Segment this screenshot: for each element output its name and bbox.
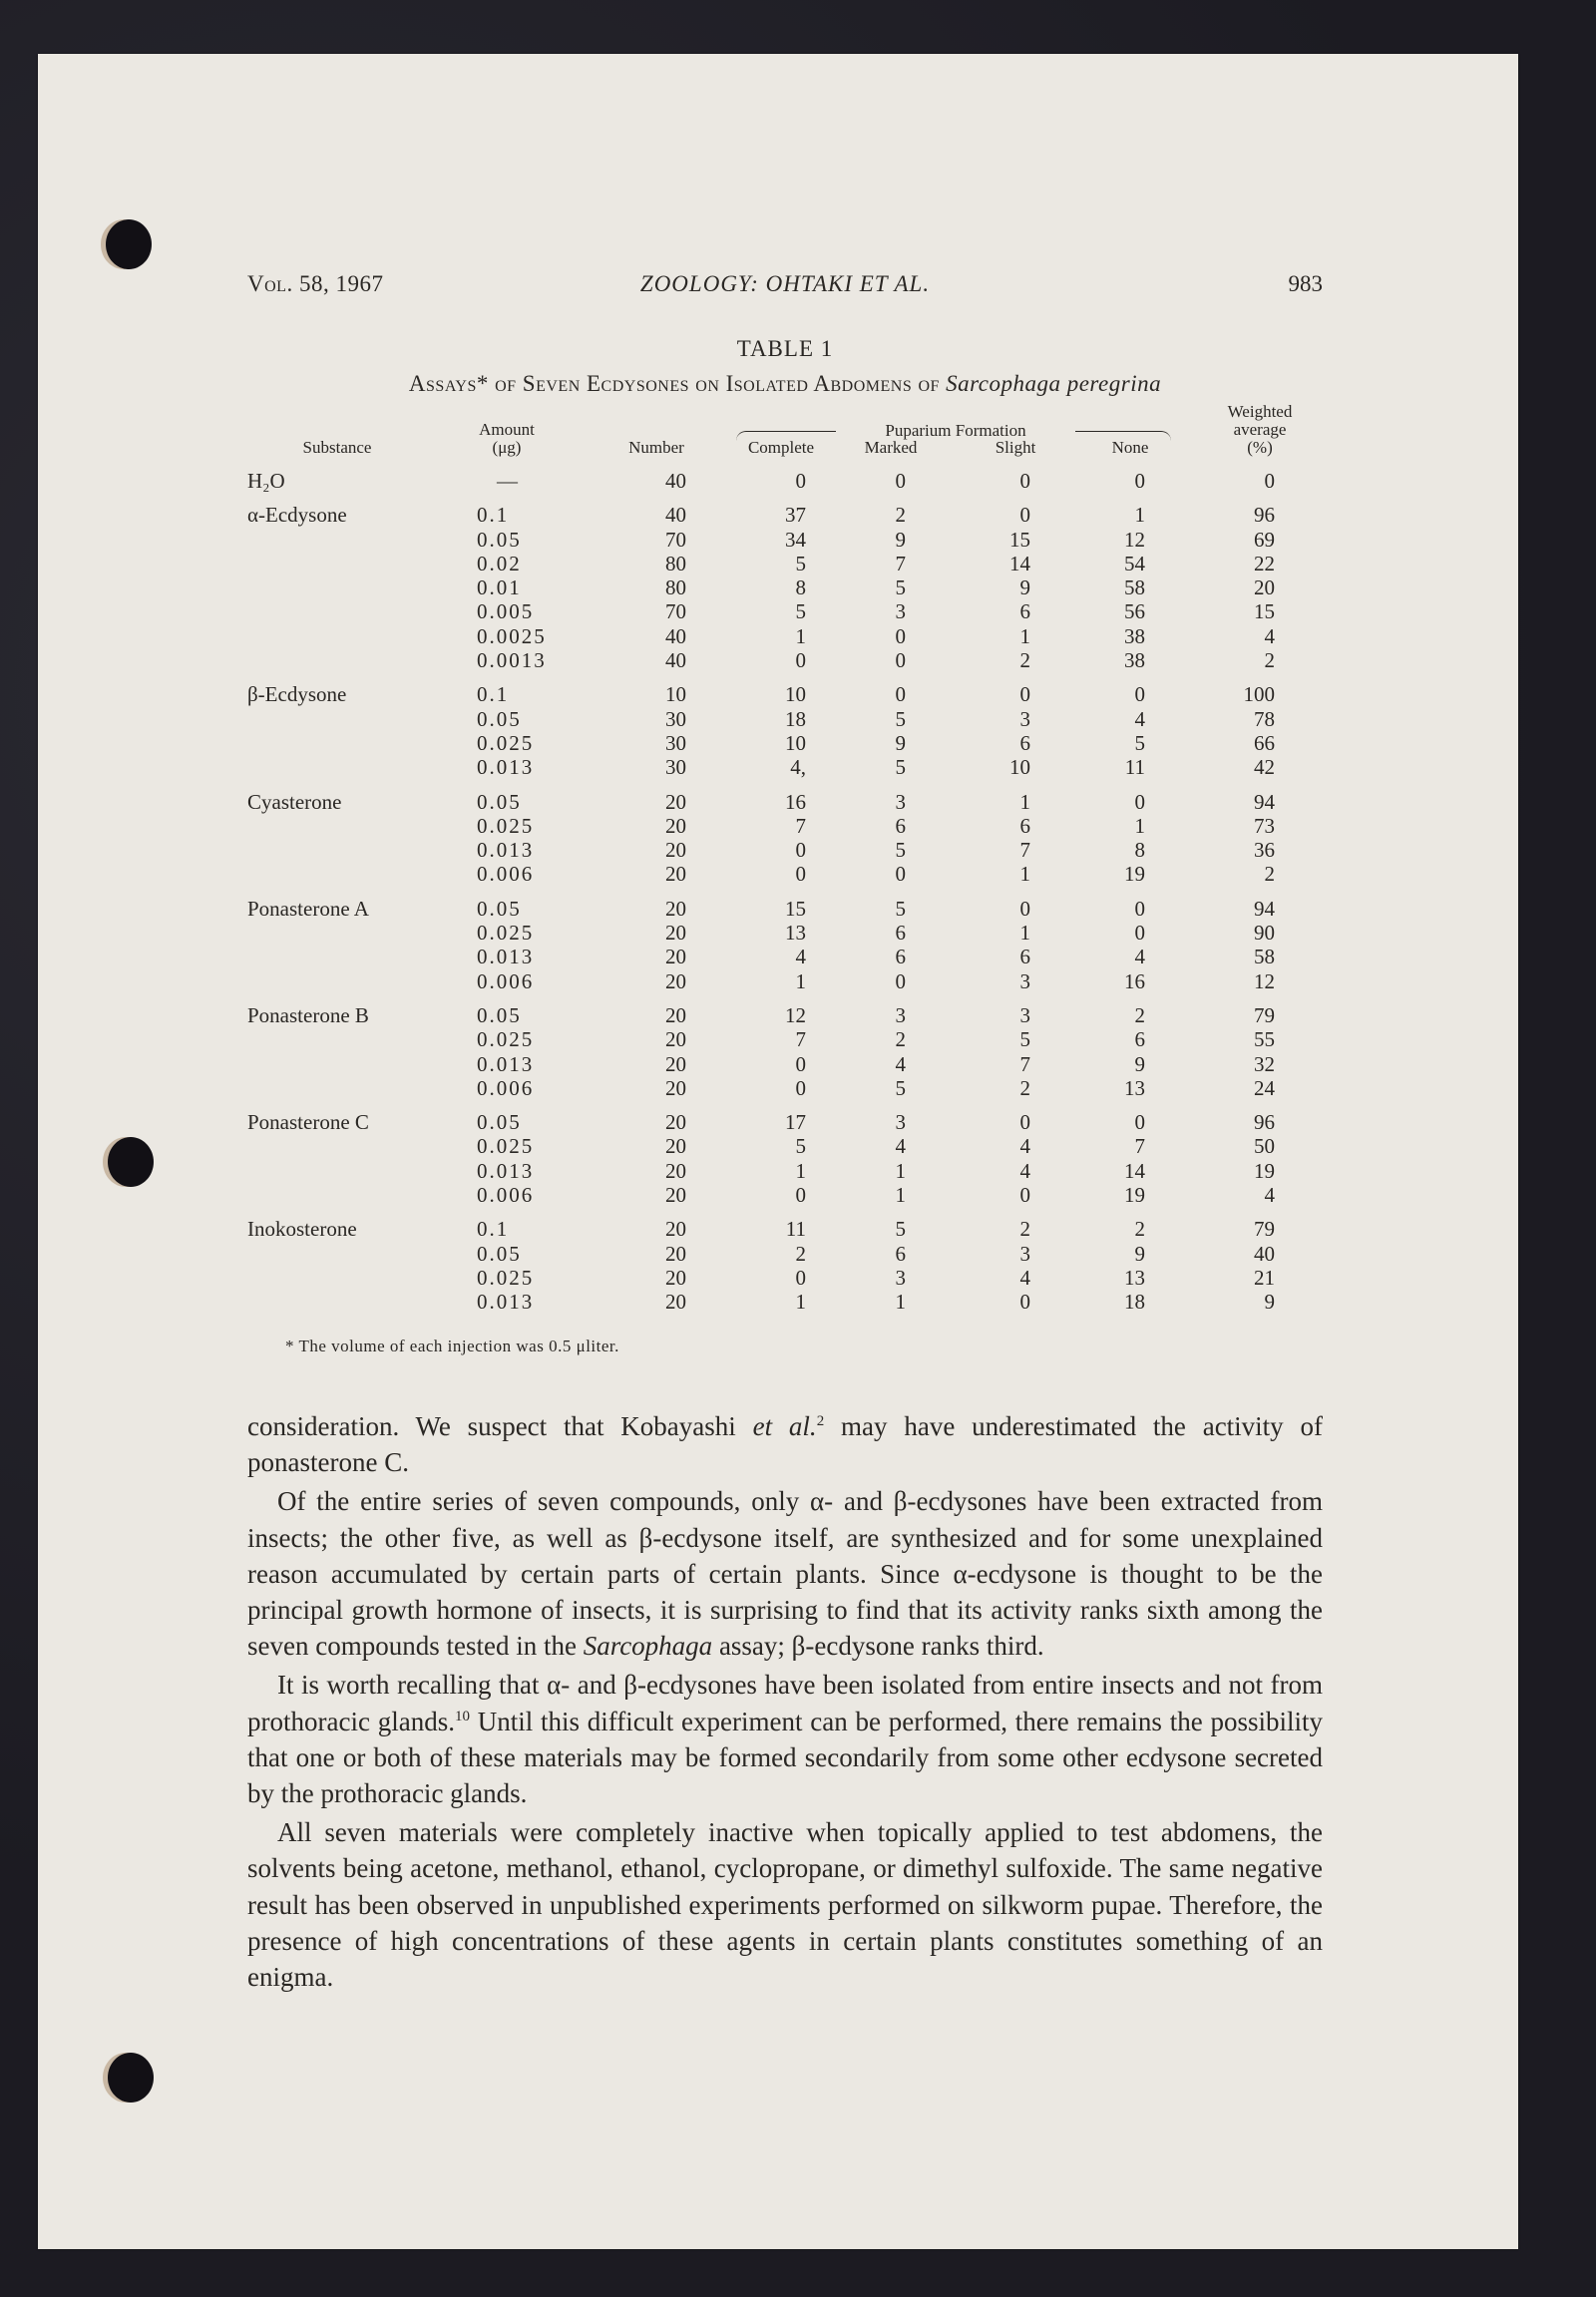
complete-cell: 2 (795, 1241, 806, 1266)
slight-cell: 1 (1019, 921, 1030, 946)
col-complete: Complete (747, 438, 815, 457)
reference-marker: 2 (816, 1413, 825, 1429)
amount-cell: 0.025 (477, 813, 535, 838)
amount-cell: — (497, 469, 518, 493)
table-row (247, 1183, 1323, 1207)
marked-cell: 1 (895, 1158, 906, 1183)
none-cell: 0 (1134, 921, 1145, 946)
table-row (247, 814, 1323, 838)
complete-cell: 1 (795, 623, 806, 648)
amount-cell: 0.006 (477, 1183, 535, 1208)
table-row (247, 945, 1323, 968)
number-cell: 40 (665, 648, 686, 673)
weighted-average-cell: 79 (1254, 1002, 1275, 1027)
amount-cell: 0.05 (477, 789, 522, 814)
slight-cell: 15 (1009, 527, 1030, 552)
amount-cell: 0.013 (477, 755, 535, 780)
weighted-average-cell: 32 (1254, 1051, 1275, 1076)
marked-cell: 3 (895, 1002, 906, 1027)
slight-cell: 3 (1019, 1241, 1030, 1266)
amount-cell: 0.05 (477, 527, 522, 552)
none-cell: 13 (1124, 1265, 1145, 1290)
complete-cell: 0 (795, 469, 806, 493)
number-cell: 10 (665, 682, 686, 707)
none-cell: 9 (1134, 1051, 1145, 1076)
amount-cell: 0.005 (477, 599, 535, 624)
table-row (247, 1052, 1323, 1076)
slight-cell: 7 (1019, 838, 1030, 863)
table-row (247, 731, 1323, 755)
table-row (247, 921, 1323, 945)
table-caption-species: Sarcophaga peregrina (946, 371, 1162, 396)
amount-cell: 0.0013 (477, 648, 547, 673)
complete-cell: 13 (785, 921, 806, 946)
weighted-average-cell: 22 (1254, 551, 1275, 575)
marked-cell: 0 (895, 623, 906, 648)
marked-cell: 5 (895, 755, 906, 780)
marked-cell: 5 (895, 1075, 906, 1100)
weighted-average-cell: 79 (1254, 1217, 1275, 1242)
slight-cell: 0 (1019, 469, 1030, 493)
table-caption-text: Assays* of Seven Ecdysones on Isolated Abdomens of (408, 371, 947, 396)
complete-cell: 10 (785, 730, 806, 755)
table-row (247, 503, 1323, 527)
weighted-average-cell: 50 (1254, 1134, 1275, 1159)
none-cell: 58 (1124, 575, 1145, 600)
slight-cell: 0 (1019, 682, 1030, 707)
marked-cell: 1 (895, 1290, 906, 1315)
number-cell: 20 (665, 1110, 686, 1135)
amount-cell: 0.006 (477, 1075, 535, 1100)
complete-cell: 7 (795, 813, 806, 838)
complete-cell: 0 (795, 1075, 806, 1100)
weighted-average-cell: 0 (1264, 469, 1275, 493)
number-cell: 20 (665, 945, 686, 969)
complete-cell: 0 (795, 1265, 806, 1290)
slight-cell: 3 (1019, 1002, 1030, 1027)
table-row (247, 599, 1323, 623)
amount-cell: 0.025 (477, 921, 535, 946)
complete-cell: 10 (785, 682, 806, 707)
slight-cell: 2 (1019, 1075, 1030, 1100)
table-row (247, 1110, 1323, 1134)
paragraph: All seven materials were completely inactive when topically applied to test abdomens, the solvents being acetone, methanol, ethanol, cyclopropane, or dimethyl sulfoxide. The same negative result has been observed in unpublished experiments performed on silkworm pupae. Therefore, the presence of high concentrations of these agents in certain plants constitutes something of an enigma. (247, 1817, 1323, 1993)
marked-cell: 0 (895, 469, 906, 493)
marked-cell: 0 (895, 648, 906, 673)
amount-cell: 0.006 (477, 968, 535, 993)
table-footnote: * The volume of each injection was 0.5 μliter. (285, 1337, 619, 1355)
substance-cell: α-Ecdysone (247, 503, 347, 528)
slight-cell: 4 (1019, 1158, 1030, 1183)
none-cell: 2 (1134, 1002, 1145, 1027)
number-cell: 20 (665, 1075, 686, 1100)
amount-cell: 0.1 (477, 682, 510, 707)
number-cell: 70 (665, 527, 686, 552)
table-row (247, 1290, 1323, 1314)
substance-cell: Inokosterone (247, 1217, 357, 1242)
marked-cell: 7 (895, 551, 906, 575)
slight-cell: 4 (1019, 1134, 1030, 1159)
col-group-puparium: Puparium Formation (836, 421, 1075, 441)
none-cell: 5 (1134, 730, 1145, 755)
number-cell: 40 (665, 469, 686, 493)
amount-cell: 0.013 (477, 838, 535, 863)
table-row (247, 552, 1323, 575)
none-cell: 9 (1134, 1241, 1145, 1266)
complete-cell: 1 (795, 1290, 806, 1315)
number-cell: 20 (665, 1265, 686, 1290)
table-row (247, 1159, 1323, 1183)
slight-cell: 14 (1009, 551, 1030, 575)
number-cell: 20 (665, 1134, 686, 1159)
amount-cell: 0.05 (477, 706, 522, 731)
number-cell: 30 (665, 730, 686, 755)
marked-cell: 5 (895, 706, 906, 731)
substance-cell: Ponasterone C (247, 1110, 369, 1135)
weighted-average-cell: 2 (1264, 862, 1275, 887)
slight-cell: 10 (1009, 755, 1030, 780)
weighted-average-cell: 19 (1254, 1158, 1275, 1183)
scanned-page (38, 54, 1518, 2249)
complete-cell: 12 (785, 1002, 806, 1027)
slight-cell: 3 (1019, 968, 1030, 993)
table-row (247, 528, 1323, 552)
weighted-average-cell: 78 (1254, 706, 1275, 731)
table-row (247, 1027, 1323, 1051)
complete-cell: 4, (790, 755, 806, 780)
table-row (247, 1217, 1323, 1241)
complete-cell: 1 (795, 968, 806, 993)
col-substance: Substance (302, 438, 372, 457)
amount-cell: 0.025 (477, 730, 535, 755)
table-row (247, 1003, 1323, 1027)
slight-cell: 3 (1019, 706, 1030, 731)
number-cell: 20 (665, 1183, 686, 1208)
number-cell: 20 (665, 1027, 686, 1052)
col-amount: Amount (μg) (479, 420, 535, 457)
slight-cell: 4 (1019, 1265, 1030, 1290)
amount-cell: 0.05 (477, 896, 522, 921)
substance-cell: Ponasterone B (247, 1002, 369, 1027)
none-cell: 54 (1124, 551, 1145, 575)
none-cell: 14 (1124, 1158, 1145, 1183)
slight-cell: 6 (1019, 730, 1030, 755)
weighted-average-cell: 24 (1254, 1075, 1275, 1100)
none-cell: 4 (1134, 706, 1145, 731)
table-header (247, 403, 1323, 473)
col-weighted-average: Weighted average (%) (1227, 402, 1293, 457)
none-cell: 1 (1134, 503, 1145, 528)
none-cell: 0 (1134, 682, 1145, 707)
col-slight: Slight (995, 438, 1036, 457)
table-row (247, 1076, 1323, 1100)
none-cell: 18 (1124, 1290, 1145, 1315)
number-cell: 20 (665, 1158, 686, 1183)
table-body (247, 469, 1323, 1315)
amount-cell: 0.0025 (477, 623, 547, 648)
weighted-average-cell: 66 (1254, 730, 1275, 755)
complete-cell: 11 (785, 1217, 806, 1242)
amount-cell: 0.013 (477, 1290, 535, 1315)
table-row (247, 1242, 1323, 1266)
none-cell: 19 (1124, 862, 1145, 887)
marked-cell: 6 (895, 921, 906, 946)
punch-hole-bottom (108, 2053, 154, 2103)
slight-cell: 1 (1019, 623, 1030, 648)
number-cell: 20 (665, 1241, 686, 1266)
slight-cell: 0 (1019, 1290, 1030, 1315)
weighted-average-cell: 40 (1254, 1241, 1275, 1266)
none-cell: 0 (1134, 896, 1145, 921)
table-title: TABLE 1 (736, 336, 834, 361)
weighted-average-cell: 96 (1254, 1110, 1275, 1135)
slight-cell: 2 (1019, 648, 1030, 673)
amount-cell: 0.006 (477, 862, 535, 887)
none-cell: 0 (1134, 789, 1145, 814)
weighted-average-cell: 90 (1254, 921, 1275, 946)
number-cell: 80 (665, 575, 686, 600)
amount-cell: 0.05 (477, 1241, 522, 1266)
number-cell: 30 (665, 755, 686, 780)
paragraph: It is worth recalling that α- and β-ecdysones have been isolated from entire insects and not from prothoracic glands.$^{10}$ Until this difficult experiment can be performed, there remains the possibility that one or both of these materials may be formed secondarily from some other ecdysone secreted by the prothoracic glands. (247, 1670, 1323, 1809)
amount-cell: 0.05 (477, 1110, 522, 1135)
none-cell: 16 (1124, 968, 1145, 993)
complete-cell: 16 (785, 789, 806, 814)
amount-cell: 0.01 (477, 575, 522, 600)
weighted-average-cell: 55 (1254, 1027, 1275, 1052)
weighted-average-cell: 73 (1254, 813, 1275, 838)
complete-cell: 15 (785, 896, 806, 921)
table-row (247, 469, 1323, 493)
complete-cell: 7 (795, 1027, 806, 1052)
marked-cell: 6 (895, 1241, 906, 1266)
none-cell: 11 (1124, 755, 1145, 780)
marked-cell: 0 (895, 968, 906, 993)
marked-cell: 3 (895, 599, 906, 624)
amount-cell: 0.1 (477, 1217, 510, 1242)
number-cell: 20 (665, 921, 686, 946)
amount-cell: 0.013 (477, 1051, 535, 1076)
number-cell: 80 (665, 551, 686, 575)
amount-cell: 0.05 (477, 1002, 522, 1027)
marked-cell: 0 (895, 682, 906, 707)
slight-cell: 0 (1019, 896, 1030, 921)
amount-cell: 0.025 (477, 1265, 535, 1290)
slight-cell: 1 (1019, 862, 1030, 887)
none-cell: 6 (1134, 1027, 1145, 1052)
weighted-average-cell: 94 (1254, 896, 1275, 921)
weighted-average-cell: 69 (1254, 527, 1275, 552)
slight-cell: 1 (1019, 789, 1030, 814)
marked-cell: 5 (895, 838, 906, 863)
marked-cell: 0 (895, 862, 906, 887)
complete-cell: 0 (795, 1051, 806, 1076)
running-head (247, 271, 1323, 301)
marked-cell: 4 (895, 1051, 906, 1076)
weighted-average-cell: 42 (1254, 755, 1275, 780)
none-cell: 8 (1134, 838, 1145, 863)
substance-cell: β-Ecdysone (247, 682, 347, 707)
punch-hole-middle (108, 1137, 154, 1187)
slight-cell: 0 (1019, 1110, 1030, 1135)
col-marked: Marked (864, 438, 918, 457)
complete-cell: 34 (785, 527, 806, 552)
number-cell: 20 (665, 813, 686, 838)
none-cell: 1 (1134, 813, 1145, 838)
complete-cell: 37 (785, 503, 806, 528)
amount-cell: 0.013 (477, 945, 535, 969)
marked-cell: 9 (895, 527, 906, 552)
complete-cell: 17 (785, 1110, 806, 1135)
number-cell: 20 (665, 1002, 686, 1027)
slight-cell: 2 (1019, 1217, 1030, 1242)
table-caption (247, 371, 1323, 397)
table-row (247, 1134, 1323, 1158)
running-title: ZOOLOGY: OHTAKI ET AL. (639, 271, 931, 296)
complete-cell: 5 (795, 551, 806, 575)
page-number: 983 (1288, 271, 1323, 296)
none-cell: 7 (1134, 1134, 1145, 1159)
none-cell: 0 (1134, 469, 1145, 493)
slight-cell: 5 (1019, 1027, 1030, 1052)
complete-cell: 0 (795, 648, 806, 673)
marked-cell: 4 (895, 1134, 906, 1159)
weighted-average-cell: 4 (1264, 623, 1275, 648)
table-row (247, 897, 1323, 921)
number-cell: 20 (665, 968, 686, 993)
col-none: None (1111, 438, 1149, 457)
number-cell: 30 (665, 706, 686, 731)
marked-cell: 5 (895, 1217, 906, 1242)
weighted-average-cell: 94 (1254, 789, 1275, 814)
number-cell: 20 (665, 862, 686, 887)
volume-info: Vol. 58, 1967 (247, 271, 384, 296)
table-row (247, 862, 1323, 886)
number-cell: 20 (665, 789, 686, 814)
none-cell: 2 (1134, 1217, 1145, 1242)
weighted-average-cell: 9 (1264, 1290, 1275, 1315)
complete-cell: 5 (795, 599, 806, 624)
none-cell: 12 (1124, 527, 1145, 552)
marked-cell: 6 (895, 945, 906, 969)
marked-cell: 3 (895, 1110, 906, 1135)
complete-cell: 4 (795, 945, 806, 969)
col-number: Number (628, 438, 684, 457)
none-cell: 4 (1134, 945, 1145, 969)
table-row (247, 755, 1323, 779)
none-cell: 13 (1124, 1075, 1145, 1100)
marked-cell: 9 (895, 730, 906, 755)
weighted-average-cell: 21 (1254, 1265, 1275, 1290)
complete-cell: 0 (795, 1183, 806, 1208)
substance-cell: H₂O (247, 469, 285, 493)
paragraph: consideration. We suspect that Kobayashi et al.$^2$ may have underestimated the activity of ponasterone C. (247, 1411, 1323, 1478)
marked-cell: 2 (895, 503, 906, 528)
weighted-average-cell: 2 (1264, 648, 1275, 673)
weighted-average-cell: 36 (1254, 838, 1275, 863)
complete-cell: 0 (795, 862, 806, 887)
marked-cell: 1 (895, 1183, 906, 1208)
none-cell: 38 (1124, 648, 1145, 673)
slight-cell: 6 (1019, 813, 1030, 838)
weighted-average-cell: 20 (1254, 575, 1275, 600)
slight-cell: 9 (1019, 575, 1030, 600)
number-cell: 40 (665, 503, 686, 528)
marked-cell: 3 (895, 789, 906, 814)
table-row (247, 575, 1323, 599)
slight-cell: 6 (1019, 599, 1030, 624)
marked-cell: 5 (895, 896, 906, 921)
reference-marker: 10 (454, 1708, 470, 1724)
number-cell: 20 (665, 1290, 686, 1315)
table-row (247, 707, 1323, 731)
weighted-average-cell: 15 (1254, 599, 1275, 624)
marked-cell: 3 (895, 1265, 906, 1290)
table-row (247, 648, 1323, 672)
number-cell: 40 (665, 623, 686, 648)
amount-cell: 0.025 (477, 1134, 535, 1159)
slight-cell: 0 (1019, 503, 1030, 528)
complete-cell: 1 (795, 1158, 806, 1183)
body-text (247, 1408, 1323, 1998)
weighted-average-cell: 12 (1254, 968, 1275, 993)
weighted-average-cell: 58 (1254, 945, 1275, 969)
table-row (247, 838, 1323, 862)
amount-cell: 0.025 (477, 1027, 535, 1052)
marked-cell: 6 (895, 813, 906, 838)
amount-cell: 0.02 (477, 551, 522, 575)
amount-cell: 0.1 (477, 503, 510, 528)
table-row (247, 1266, 1323, 1290)
slight-cell: 0 (1019, 1183, 1030, 1208)
slight-cell: 7 (1019, 1051, 1030, 1076)
none-cell: 19 (1124, 1183, 1145, 1208)
substance-cell: Cyasterone (247, 789, 342, 814)
table-row (247, 790, 1323, 814)
complete-cell: 0 (795, 838, 806, 863)
table-row (247, 969, 1323, 993)
number-cell: 20 (665, 1051, 686, 1076)
complete-cell: 8 (795, 575, 806, 600)
weighted-average-cell: 96 (1254, 503, 1275, 528)
paragraph: Of the entire series of seven compounds, only α- and β-ecdysones have been extracted from insects; the other five, as well as β-ecdysone itself, are synthesized and for some unexplained reason accumulated by certain parts of certain plants. Since α-ecdysone is thought to be the principal growth hormone of insects, it is surprising to find that its activity ranks sixth among the seven compounds tested in the Sarcophaga assay; β-ecdysone ranks third. (247, 1486, 1323, 1662)
complete-cell: 5 (795, 1134, 806, 1159)
weighted-average-cell: 4 (1264, 1183, 1275, 1208)
none-cell: 0 (1134, 1110, 1145, 1135)
amount-cell: 0.013 (477, 1158, 535, 1183)
marked-cell: 5 (895, 575, 906, 600)
number-cell: 20 (665, 1217, 686, 1242)
number-cell: 20 (665, 838, 686, 863)
table-row (247, 682, 1323, 706)
weighted-average-cell: 100 (1243, 682, 1275, 707)
number-cell: 20 (665, 896, 686, 921)
marked-cell: 2 (895, 1027, 906, 1052)
number-cell: 70 (665, 599, 686, 624)
table-row (247, 624, 1323, 648)
none-cell: 56 (1124, 599, 1145, 624)
none-cell: 38 (1124, 623, 1145, 648)
complete-cell: 18 (785, 706, 806, 731)
punch-hole-top (106, 219, 152, 269)
substance-cell: Ponasterone A (247, 896, 369, 921)
slight-cell: 6 (1019, 945, 1030, 969)
